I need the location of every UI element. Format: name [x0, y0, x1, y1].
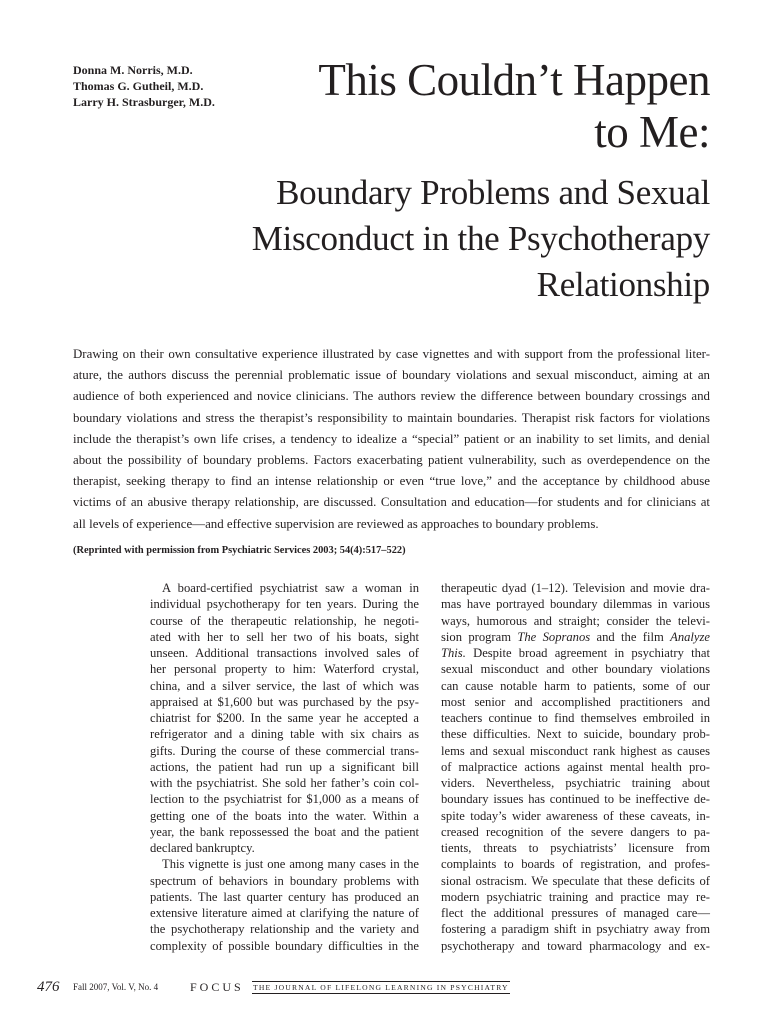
body-line: lems and sexual misconduct rank highest as causes [441, 743, 710, 758]
subtitle-line: Misconduct in the Psychotherapy [251, 219, 710, 258]
body-line: creased recognition of the severe dangers to pa- [441, 824, 710, 839]
body-line: year, the bank repossessed the boat and the patient [150, 824, 419, 839]
body-line: fostering a paradigm shift in psychiatry away from [441, 922, 710, 937]
body-line: spite today’s wider awareness of these caveats, in- [441, 808, 710, 823]
body-line: actions, the patient had run up a significant bill [150, 759, 419, 774]
abstract-line: audience of both experienced and novice clinicians. The authors review the difference between boundary crossings and [73, 389, 710, 404]
body-line-mixed [441, 629, 710, 645]
body-line: sional ostracism. We speculate that these deficits of [441, 873, 710, 888]
body-line: china, and a silver service, the last of which was [150, 678, 419, 693]
body-line: extensive literature aimed at clarifying the nature of [150, 906, 419, 920]
body-line: mas have portrayed boundary dilemmas in various [441, 597, 710, 612]
article-subtitle [110, 170, 710, 308]
body-line: of malpractice actions against mental health pro- [441, 759, 710, 774]
title-line: to Me: [594, 107, 710, 157]
body-text: sion program [441, 629, 518, 644]
subtitle-line: Relationship [536, 265, 710, 304]
body-line: the psychotherapy relationship and the variety and [150, 922, 419, 937]
body-column-right [441, 580, 710, 954]
body-line: viders. Nevertheless, psychiatric training about [441, 776, 710, 790]
abstract-line: victims of an abusive therapy relationship, are discussed. Consultation and education—for students and for clinicians at [73, 495, 710, 510]
title-line: This Couldn’t Happen [318, 55, 710, 105]
body-line: boundary issues has continued to be ineffective de- [441, 792, 710, 807]
abstract-line: include the therapist’s own life crises, a tendency to idealize a “special” patient or an inability to set limits, and denial [73, 431, 710, 446]
abstract-line: boundary violations and stress the therapist’s responsibility to maintain boundaries. Therapist risk factors for violations [73, 410, 710, 425]
body-text: and the film [590, 629, 671, 644]
tv-program-title: The Sopranos [517, 629, 591, 644]
reprint-note: (Reprinted with permission from Psychiatric Services 2003; 54(4):517–522) [73, 545, 406, 556]
body-line: with the psychiatrist. She sold her father’s coin col- [150, 776, 419, 790]
body-line: chiatrist for $200. In the same year he accepted a [150, 711, 419, 725]
body-line: ways, humorous and straight; consider the televi- [441, 613, 710, 628]
body-line: declared bankruptcy. [150, 841, 255, 855]
body-line: these difficulties. Next to suicide, boundary prob- [441, 727, 710, 742]
body-line: getting one of the boats into the water. Within a [150, 808, 419, 823]
body-line: appraised at $1,600 but was purchased by the psy- [150, 694, 419, 709]
journal-name: FOCUS [190, 980, 244, 994]
body-line: can cause notable harm to patients, some of our [441, 678, 710, 693]
body-line: This vignette is just one among many cases in the [162, 857, 419, 872]
body-line: complaints to boards of registration, and profes- [441, 857, 710, 872]
body-line: refrigerator and a dining table with six chairs as [150, 727, 419, 742]
body-line: psychotherapy and toward pharmacology and ex- [441, 938, 710, 953]
body-line: course of the therapeutic relationship, he negoti- [150, 613, 419, 628]
page-number: 476 [37, 979, 60, 995]
author-name: Donna M. Norris, M.D. [73, 63, 193, 77]
body-line: lection to the psychiatrist for $1,000 as a means of [150, 792, 419, 807]
body-line: most senior and accomplished practitioners and [441, 694, 710, 709]
body-line: flect the additional pressures of managed care— [441, 906, 710, 920]
abstract-line: Drawing on their own consultative experience illustrated by case vignettes and with support from the professional liter- [73, 347, 710, 361]
film-title: Analyze [670, 629, 710, 644]
body-line: individual psychotherapy for ten years. During the [150, 597, 419, 612]
body-line: tients, threats to psychiatrists’ licensure from [441, 841, 710, 855]
body-line: ated with her to sell her two of his boats, sight [150, 629, 419, 644]
body-line: sexual misconduct and other boundary violations [441, 662, 710, 677]
author-name: Thomas G. Gutheil, M.D. [73, 79, 204, 93]
article-title [240, 54, 710, 158]
body-line: spectrum of behaviors in boundary problems with [150, 873, 419, 888]
abstract-line: ature, the authors discuss the perennial problematic issue of boundary violations and sexual misconduct, aiming at an [73, 368, 710, 383]
body-column-left [150, 580, 419, 954]
body-line: modern psychiatric training and practice may re- [441, 889, 710, 904]
subtitle-line: Boundary Problems and Sexual [276, 173, 710, 212]
issue-info: Fall 2007, Vol. V, No. 4 [73, 982, 159, 992]
body-line: A board-certified psychiatrist saw a woman in [162, 581, 419, 595]
abstract-line: therapist, seeking therapy to find an intense relationship or even “true love,” and the acceptance by childhood abuse [73, 474, 710, 489]
body-line: complexity of possible boundary difficulties in the [150, 938, 419, 953]
body-line: unseen. Additional transactions involved sales of [150, 646, 419, 660]
body-line-mixed [441, 645, 710, 661]
body-line: therapeutic dyad (1–12). Television and movie dra- [441, 581, 710, 595]
body-line: teachers continue to find themselves embroiled in [441, 711, 710, 725]
body-line: patients. The last quarter century has produced an [150, 889, 419, 904]
abstract-line: all levels of experience—and effective supervision are reviewed as approaches to boundary problems. [73, 516, 599, 531]
abstract-line: about the possibility of boundary problems. Factors exacerbating patient vulnerability, such as overdependence on the [73, 453, 710, 468]
body-text: Despite broad agreement in psychiatry that [465, 646, 710, 660]
page-footer [37, 978, 737, 998]
body-line: her personal property to him: Waterford crystal, [150, 662, 419, 677]
abstract [73, 344, 710, 535]
author-name: Larry H. Strasburger, M.D. [73, 95, 215, 109]
journal-subtitle: THE JOURNAL OF LIFELONG LEARNING IN PSYCHIATRY [253, 983, 509, 992]
film-title: This. [441, 646, 466, 660]
body-line: gifts. During the course of these commercial trans- [150, 743, 419, 758]
author-list [73, 62, 253, 110]
